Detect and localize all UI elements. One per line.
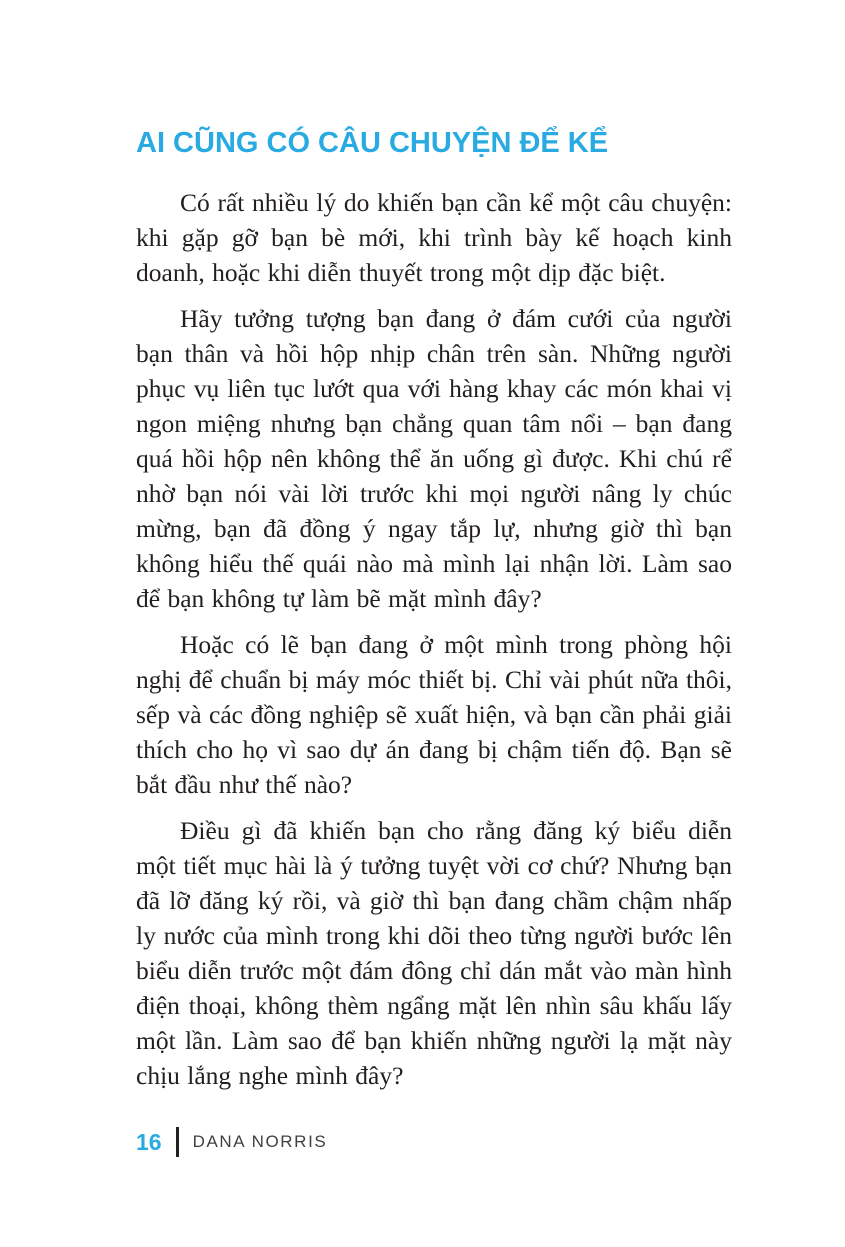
footer-divider: [176, 1127, 179, 1157]
section-heading: AI CŨNG CÓ CÂU CHUYỆN ĐỂ KỂ: [136, 127, 609, 159]
paragraph-2: Hãy tưởng tượng bạn đang ở đám cưới của người bạn thân và hồi hộp nhịp chân trên sàn. Những người phục vụ liên tục lướt qua với hàng khay các món khai vị ngon miệng nhưng bạn chẳng quan tâm nổi – bạn đang quá hồi hộp nên không thể ăn uống gì được. Khi chú rể nhờ bạn nói vài lời trước khi mọi người nâng ly chúc mừng, bạn đã đồng ý ngay tắp lự, nhưng giờ thì bạn không hiểu thế quái nào mà mình lại nhận lời. Làm sao để bạn không tự làm bẽ mặt mình đây?: [136, 303, 732, 613]
page-content: [136, 126, 732, 1104]
author-name: DANA NORRIS: [192, 1132, 328, 1151]
paragraph-1: Có rất nhiều lý do khiến bạn cần kể một câu chuyện: khi gặp gỡ bạn bè mới, khi trình bày kế hoạch kinh doanh, hoặc khi diễn thuyết trong một dịp đặc biệt.: [136, 187, 732, 287]
paragraph-4: Điều gì đã khiến bạn cho rằng đăng ký biểu diễn một tiết mục hài là ý tưởng tuyệt vời cơ chứ? Nhưng bạn đã lỡ đăng ký rồi, và giờ thì bạn đang chầm chậm nhấp ly nước của mình trong khi dõi theo từng người bước lên biểu diễn trước một đám đông chỉ dán mắt vào màn hình điện thoại, không thèm ngẩng mặt lên nhìn sâu khấu lấy một lần. Làm sao để bạn khiến những người lạ mặt này chịu lắng nghe mình đây?: [136, 815, 732, 1090]
page-footer: [136, 1126, 327, 1158]
paragraph-3: Hoặc có lẽ bạn đang ở một mình trong phòng hội nghị để chuẩn bị máy móc thiết bị. Chỉ vài phút nữa thôi, sếp và các đồng nghiệp sẽ xuất hiện, và bạn cần phải giải thích cho họ vì sao dự án đang bị chậm tiến độ. Bạn sẽ bắt đầu như thế nào?: [136, 629, 732, 799]
page-number: 16: [136, 1128, 162, 1155]
